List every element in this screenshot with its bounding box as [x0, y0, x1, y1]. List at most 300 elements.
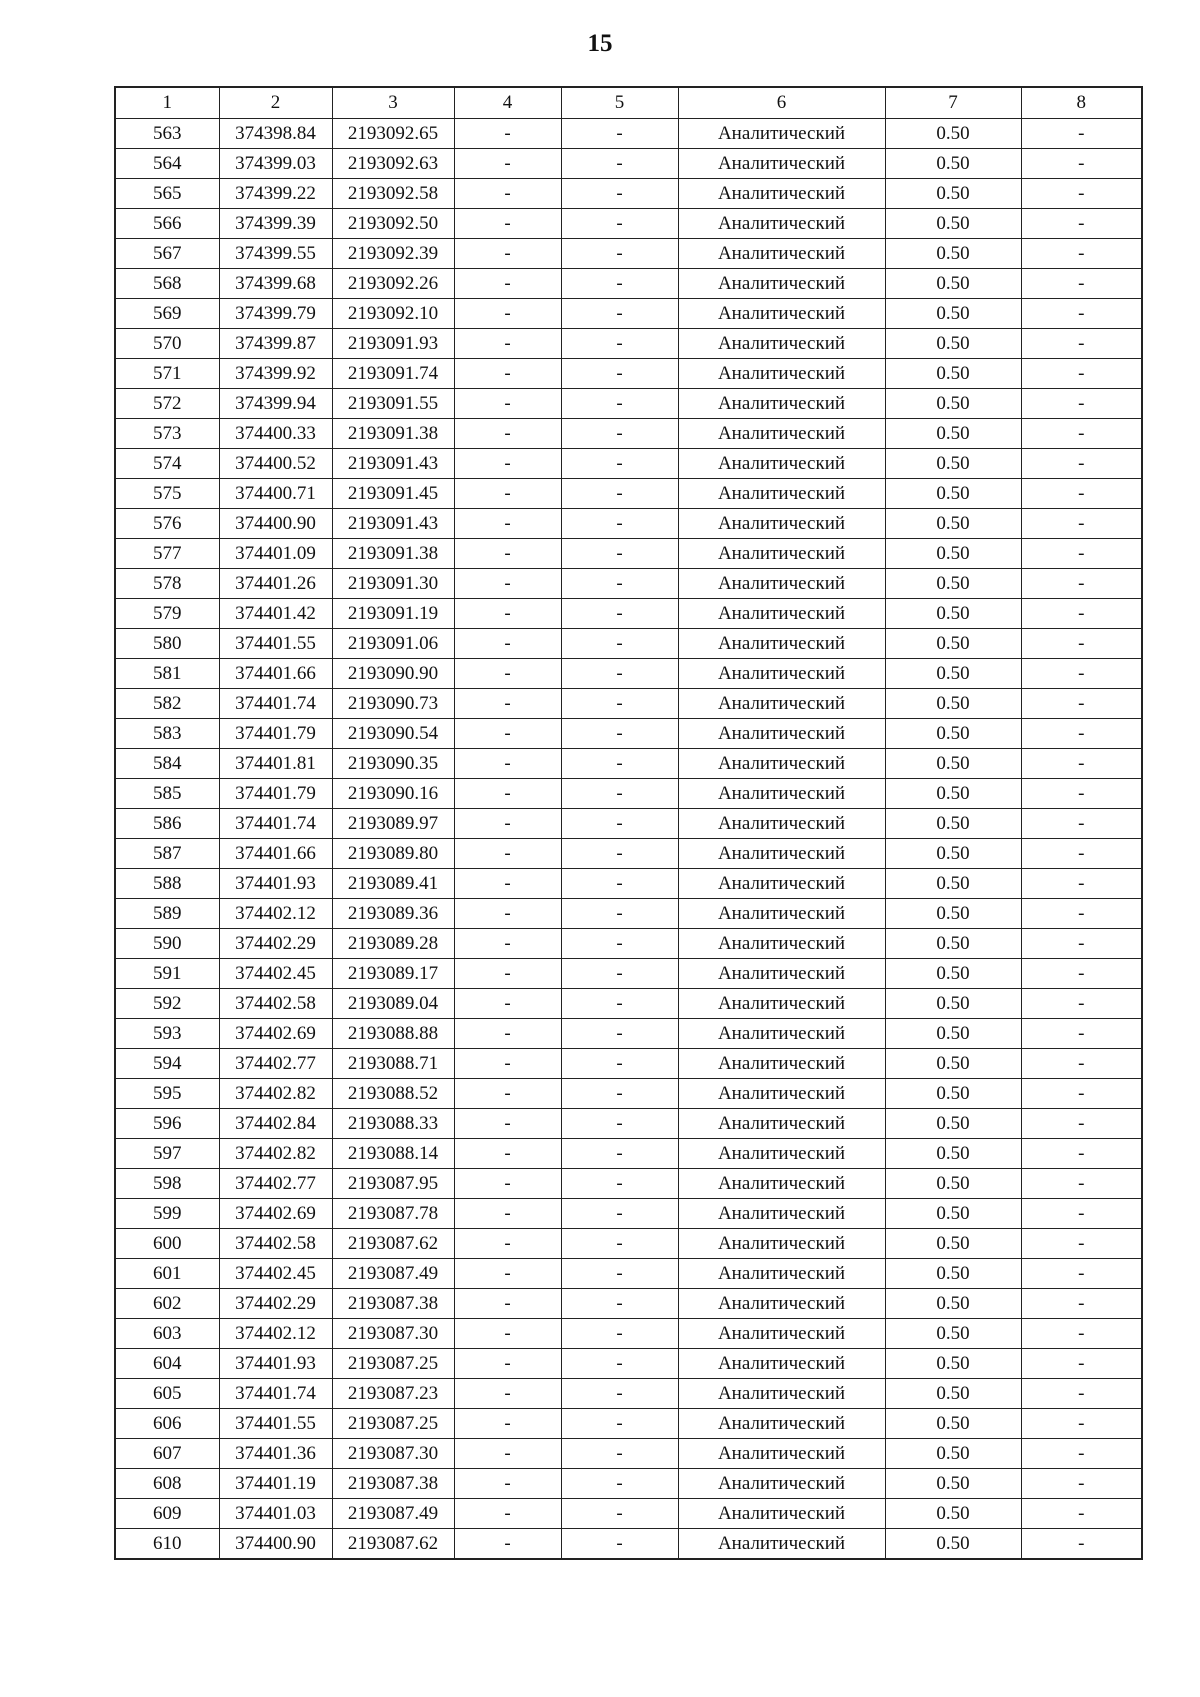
table-cell: 0.50	[885, 809, 1021, 839]
table-cell: Аналитический	[678, 1169, 885, 1199]
table-cell: -	[454, 1139, 561, 1169]
table-cell: 0.50	[885, 929, 1021, 959]
table-cell: Аналитический	[678, 299, 885, 329]
table-cell: 575	[115, 479, 219, 509]
table-cell: 2193089.41	[332, 869, 454, 899]
table-cell: Аналитический	[678, 659, 885, 689]
table-cell: Аналитический	[678, 1109, 885, 1139]
table-cell: Аналитический	[678, 1139, 885, 1169]
table-cell: 572	[115, 389, 219, 419]
table-cell: -	[561, 929, 678, 959]
column-header: 7	[885, 87, 1021, 119]
table-cell: -	[561, 419, 678, 449]
table-cell: 594	[115, 1049, 219, 1079]
table-cell: -	[561, 449, 678, 479]
table-cell: -	[1021, 1289, 1142, 1319]
table-cell: Аналитический	[678, 419, 885, 449]
table-cell: 0.50	[885, 449, 1021, 479]
table-cell: 0.50	[885, 1199, 1021, 1229]
table-cell: 2193092.63	[332, 149, 454, 179]
table-cell: 0.50	[885, 209, 1021, 239]
table-cell: 0.50	[885, 329, 1021, 359]
table-cell: 374401.74	[219, 689, 332, 719]
table-cell: -	[1021, 149, 1142, 179]
table-cell: -	[454, 359, 561, 389]
table-cell: Аналитический	[678, 839, 885, 869]
table-row	[115, 1289, 1142, 1319]
table-cell: -	[454, 809, 561, 839]
table-cell: -	[1021, 719, 1142, 749]
table-row	[115, 119, 1142, 149]
table-cell: 0.50	[885, 1409, 1021, 1439]
table-row	[115, 1019, 1142, 1049]
table-cell: -	[454, 509, 561, 539]
table-cell: -	[1021, 359, 1142, 389]
table-cell: 374398.84	[219, 119, 332, 149]
table-cell: -	[1021, 1379, 1142, 1409]
table-cell: 2193087.25	[332, 1409, 454, 1439]
table-row	[115, 299, 1142, 329]
table-cell: 2193087.49	[332, 1259, 454, 1289]
table-row	[115, 1199, 1142, 1229]
table-cell: -	[561, 989, 678, 1019]
table-cell: -	[1021, 1409, 1142, 1439]
table-cell: -	[561, 749, 678, 779]
table-cell: -	[561, 1199, 678, 1229]
table-cell: 0.50	[885, 1079, 1021, 1109]
table-cell: 610	[115, 1529, 219, 1560]
table-cell: 584	[115, 749, 219, 779]
table-cell: 577	[115, 539, 219, 569]
column-header: 8	[1021, 87, 1142, 119]
table-cell: Аналитический	[678, 929, 885, 959]
table-cell: 608	[115, 1469, 219, 1499]
table-cell: 374399.22	[219, 179, 332, 209]
table-cell: -	[1021, 1529, 1142, 1560]
table-cell: 0.50	[885, 1379, 1021, 1409]
table-cell: 374402.58	[219, 1229, 332, 1259]
table-cell: Аналитический	[678, 1469, 885, 1499]
table-cell: -	[1021, 209, 1142, 239]
table-cell: -	[561, 239, 678, 269]
table-row	[115, 359, 1142, 389]
table-cell: 2193088.33	[332, 1109, 454, 1139]
table-row	[115, 779, 1142, 809]
table-cell: Аналитический	[678, 179, 885, 209]
table-cell: 566	[115, 209, 219, 239]
table-row	[115, 569, 1142, 599]
table-cell: -	[1021, 1199, 1142, 1229]
table-cell: -	[561, 1169, 678, 1199]
table-cell: 0.50	[885, 269, 1021, 299]
table-cell: 2193091.43	[332, 449, 454, 479]
table-cell: Аналитический	[678, 389, 885, 419]
table-cell: -	[454, 479, 561, 509]
table-cell: -	[1021, 119, 1142, 149]
table-cell: -	[454, 149, 561, 179]
table-cell: -	[561, 1379, 678, 1409]
table-cell: -	[1021, 689, 1142, 719]
table-cell: 0.50	[885, 1469, 1021, 1499]
table-cell: -	[1021, 929, 1142, 959]
table-cell: 568	[115, 269, 219, 299]
table-cell: 374402.82	[219, 1139, 332, 1169]
table-cell: 374399.92	[219, 359, 332, 389]
table-cell: -	[454, 1319, 561, 1349]
table-cell: Аналитический	[678, 1049, 885, 1079]
table-cell: 0.50	[885, 989, 1021, 1019]
table-cell: 567	[115, 239, 219, 269]
table-cell: -	[1021, 419, 1142, 449]
table-cell: -	[561, 1319, 678, 1349]
table-cell: -	[454, 269, 561, 299]
table-cell: Аналитический	[678, 1499, 885, 1529]
table-cell: -	[454, 959, 561, 989]
table-cell: 374400.90	[219, 509, 332, 539]
table-cell: 601	[115, 1259, 219, 1289]
table-cell: -	[561, 599, 678, 629]
table-cell: 607	[115, 1439, 219, 1469]
table-row	[115, 839, 1142, 869]
table-cell: 2193092.58	[332, 179, 454, 209]
table-cell: 374399.94	[219, 389, 332, 419]
table-row	[115, 389, 1142, 419]
table-cell: 2193091.38	[332, 539, 454, 569]
table-cell: Аналитический	[678, 449, 885, 479]
table-row	[115, 1319, 1142, 1349]
table-cell: Аналитический	[678, 329, 885, 359]
table-cell: -	[561, 1049, 678, 1079]
table-cell: 2193091.45	[332, 479, 454, 509]
table-cell: -	[1021, 659, 1142, 689]
table-row	[115, 269, 1142, 299]
table-cell: 2193088.14	[332, 1139, 454, 1169]
table-cell: -	[1021, 389, 1142, 419]
table-cell: Аналитический	[678, 719, 885, 749]
table-cell: -	[454, 749, 561, 779]
table-cell: 592	[115, 989, 219, 1019]
table-cell: Аналитический	[678, 1259, 885, 1289]
table-cell: -	[561, 629, 678, 659]
table-cell: 590	[115, 929, 219, 959]
table-cell: 599	[115, 1199, 219, 1229]
table-cell: 603	[115, 1319, 219, 1349]
table-cell: -	[561, 809, 678, 839]
table-cell: Аналитический	[678, 1409, 885, 1439]
table-cell: 2193087.30	[332, 1439, 454, 1469]
table-cell: 588	[115, 869, 219, 899]
table-cell: -	[454, 119, 561, 149]
table-cell: 2193091.38	[332, 419, 454, 449]
table-cell: -	[561, 509, 678, 539]
table-cell: 0.50	[885, 1319, 1021, 1349]
table-cell: 571	[115, 359, 219, 389]
table-cell: 0.50	[885, 179, 1021, 209]
column-header: 4	[454, 87, 561, 119]
table-row	[115, 1079, 1142, 1109]
table-cell: 2193087.95	[332, 1169, 454, 1199]
table-cell: 576	[115, 509, 219, 539]
table-cell: -	[454, 1019, 561, 1049]
table-cell: -	[561, 1469, 678, 1499]
table-cell: -	[1021, 1169, 1142, 1199]
table-cell: 374401.03	[219, 1499, 332, 1529]
table-row	[115, 1169, 1142, 1199]
table-body	[115, 119, 1142, 1560]
table-cell: -	[1021, 449, 1142, 479]
table-cell: -	[1021, 1499, 1142, 1529]
table-cell: 374402.69	[219, 1199, 332, 1229]
table-cell: Аналитический	[678, 689, 885, 719]
table-cell: 582	[115, 689, 219, 719]
table-row	[115, 1139, 1142, 1169]
table-cell: -	[561, 1109, 678, 1139]
table-cell: Аналитический	[678, 599, 885, 629]
table-row	[115, 1529, 1142, 1560]
table-cell: 374400.33	[219, 419, 332, 449]
table-row	[115, 959, 1142, 989]
table-cell: 2193087.38	[332, 1469, 454, 1499]
table-cell: 374401.42	[219, 599, 332, 629]
table-cell: -	[561, 389, 678, 419]
table-cell: 587	[115, 839, 219, 869]
table-cell: 2193088.88	[332, 1019, 454, 1049]
table-cell: 2193087.38	[332, 1289, 454, 1319]
table-row	[115, 1049, 1142, 1079]
table-cell: -	[561, 179, 678, 209]
table-cell: 0.50	[885, 779, 1021, 809]
table-cell: 589	[115, 899, 219, 929]
table-cell: 374402.29	[219, 929, 332, 959]
table-cell: -	[1021, 509, 1142, 539]
table-cell: -	[561, 1229, 678, 1259]
table-cell: 374402.82	[219, 1079, 332, 1109]
table-cell: 2193092.50	[332, 209, 454, 239]
table-cell: 374401.66	[219, 839, 332, 869]
table-cell: 591	[115, 959, 219, 989]
table-row	[115, 1229, 1142, 1259]
table-cell: 2193092.10	[332, 299, 454, 329]
table-cell: -	[1021, 899, 1142, 929]
table-cell: 0.50	[885, 1349, 1021, 1379]
table-cell: Аналитический	[678, 1319, 885, 1349]
table-cell: -	[561, 1499, 678, 1529]
table-cell: -	[454, 329, 561, 359]
table-cell: 0.50	[885, 389, 1021, 419]
table-cell: 0.50	[885, 509, 1021, 539]
table-cell: -	[561, 359, 678, 389]
table-cell: 374399.55	[219, 239, 332, 269]
table-cell: 604	[115, 1349, 219, 1379]
table-row	[115, 539, 1142, 569]
table-cell: -	[1021, 299, 1142, 329]
table-cell: -	[454, 899, 561, 929]
table-cell: -	[1021, 1319, 1142, 1349]
table-cell: 2193090.90	[332, 659, 454, 689]
table-cell: 2193087.78	[332, 1199, 454, 1229]
table-cell: 374402.69	[219, 1019, 332, 1049]
table-cell: -	[454, 839, 561, 869]
table-cell: 0.50	[885, 1139, 1021, 1169]
table-cell: -	[561, 479, 678, 509]
table-cell: 0.50	[885, 149, 1021, 179]
table-cell: -	[561, 1079, 678, 1109]
table-row	[115, 239, 1142, 269]
table-cell: -	[1021, 479, 1142, 509]
table-cell: Аналитический	[678, 989, 885, 1019]
table-cell: -	[454, 1079, 561, 1109]
coordinates-table	[114, 86, 1143, 1560]
table-cell: 2193091.93	[332, 329, 454, 359]
table-cell: -	[1021, 779, 1142, 809]
table-cell: -	[454, 869, 561, 899]
table-cell: 2193089.04	[332, 989, 454, 1019]
table-cell: -	[454, 1439, 561, 1469]
table-cell: -	[1021, 1349, 1142, 1379]
table-cell: 374399.79	[219, 299, 332, 329]
table-cell: 374401.74	[219, 809, 332, 839]
table-cell: -	[454, 719, 561, 749]
table-row	[115, 899, 1142, 929]
table-cell: 0.50	[885, 659, 1021, 689]
table-cell: 0.50	[885, 299, 1021, 329]
table-cell: -	[1021, 1079, 1142, 1109]
table-cell: 374401.55	[219, 1409, 332, 1439]
table-cell: 0.50	[885, 1529, 1021, 1560]
table-cell: 570	[115, 329, 219, 359]
table-cell: 0.50	[885, 749, 1021, 779]
table-cell: -	[561, 1349, 678, 1379]
table-cell: 586	[115, 809, 219, 839]
table-cell: Аналитический	[678, 569, 885, 599]
table-cell: Аналитический	[678, 359, 885, 389]
table-cell: -	[561, 209, 678, 239]
table-cell: -	[561, 1259, 678, 1289]
table-cell: -	[1021, 1229, 1142, 1259]
table-row	[115, 1349, 1142, 1379]
table-cell: -	[561, 899, 678, 929]
table-cell: -	[454, 689, 561, 719]
table-row	[115, 449, 1142, 479]
table-cell: 578	[115, 569, 219, 599]
table-cell: -	[561, 1289, 678, 1319]
table-cell: Аналитический	[678, 629, 885, 659]
table-cell: 2193089.36	[332, 899, 454, 929]
table-cell: -	[1021, 809, 1142, 839]
table-cell: 2193087.25	[332, 1349, 454, 1379]
table-cell: -	[1021, 959, 1142, 989]
table-cell: -	[454, 179, 561, 209]
table-cell: 374401.26	[219, 569, 332, 599]
table-cell: 374400.90	[219, 1529, 332, 1560]
table-cell: 374402.12	[219, 899, 332, 929]
table-cell: -	[454, 239, 561, 269]
table-cell: 606	[115, 1409, 219, 1439]
table-cell: 0.50	[885, 239, 1021, 269]
table-cell: 565	[115, 179, 219, 209]
table-cell: -	[1021, 179, 1142, 209]
table-cell: -	[561, 1529, 678, 1560]
table-cell: 374402.12	[219, 1319, 332, 1349]
table-cell: 374402.45	[219, 959, 332, 989]
table-cell: 0.50	[885, 419, 1021, 449]
table-cell: 374401.55	[219, 629, 332, 659]
page-number: 15	[587, 30, 613, 57]
table-cell: -	[561, 299, 678, 329]
table-cell: Аналитический	[678, 149, 885, 179]
table-cell: Аналитический	[678, 239, 885, 269]
table-cell: 0.50	[885, 1169, 1021, 1199]
table-row	[115, 179, 1142, 209]
table-cell: -	[1021, 1469, 1142, 1499]
table-cell: Аналитический	[678, 539, 885, 569]
table-row	[115, 719, 1142, 749]
table-cell: Аналитический	[678, 1379, 885, 1409]
table-cell: -	[561, 719, 678, 749]
table-cell: -	[454, 1409, 561, 1439]
table-cell: -	[454, 1109, 561, 1139]
table-cell: -	[454, 1259, 561, 1289]
column-header: 6	[678, 87, 885, 119]
table-cell: -	[454, 659, 561, 689]
table-cell: 374401.81	[219, 749, 332, 779]
table-cell: -	[561, 569, 678, 599]
table-cell: 2193089.80	[332, 839, 454, 869]
table-row	[115, 809, 1142, 839]
table-cell: -	[1021, 239, 1142, 269]
table-cell: -	[454, 629, 561, 659]
table-cell: 374401.19	[219, 1469, 332, 1499]
table-row	[115, 689, 1142, 719]
table-cell: 374400.71	[219, 479, 332, 509]
table-cell: 2193087.62	[332, 1529, 454, 1560]
table-row	[115, 329, 1142, 359]
table-cell: 0.50	[885, 1499, 1021, 1529]
table-row	[115, 659, 1142, 689]
column-header: 2	[219, 87, 332, 119]
table-cell: 600	[115, 1229, 219, 1259]
table-cell: 581	[115, 659, 219, 689]
table-cell: -	[454, 1049, 561, 1079]
table-cell: -	[1021, 1259, 1142, 1289]
table-cell: -	[561, 149, 678, 179]
table-cell: -	[1021, 989, 1142, 1019]
table-cell: 2193090.16	[332, 779, 454, 809]
table-cell: 374399.68	[219, 269, 332, 299]
table-cell: -	[561, 1439, 678, 1469]
table-row	[115, 629, 1142, 659]
column-header: 3	[332, 87, 454, 119]
table-cell: 0.50	[885, 839, 1021, 869]
table-cell: -	[1021, 1139, 1142, 1169]
table-cell: -	[1021, 629, 1142, 659]
table-cell: Аналитический	[678, 899, 885, 929]
table-cell: Аналитический	[678, 1199, 885, 1229]
table-cell: 595	[115, 1079, 219, 1109]
table-row	[115, 209, 1142, 239]
table-cell: 2193092.39	[332, 239, 454, 269]
table-cell: 2193090.73	[332, 689, 454, 719]
table-cell: 0.50	[885, 1019, 1021, 1049]
table-row	[115, 419, 1142, 449]
table-cell: 573	[115, 419, 219, 449]
table-cell: -	[454, 299, 561, 329]
table-cell: -	[561, 1019, 678, 1049]
table-cell: Аналитический	[678, 479, 885, 509]
table-cell: -	[454, 389, 561, 419]
table-cell: 579	[115, 599, 219, 629]
table-cell: 374401.74	[219, 1379, 332, 1409]
